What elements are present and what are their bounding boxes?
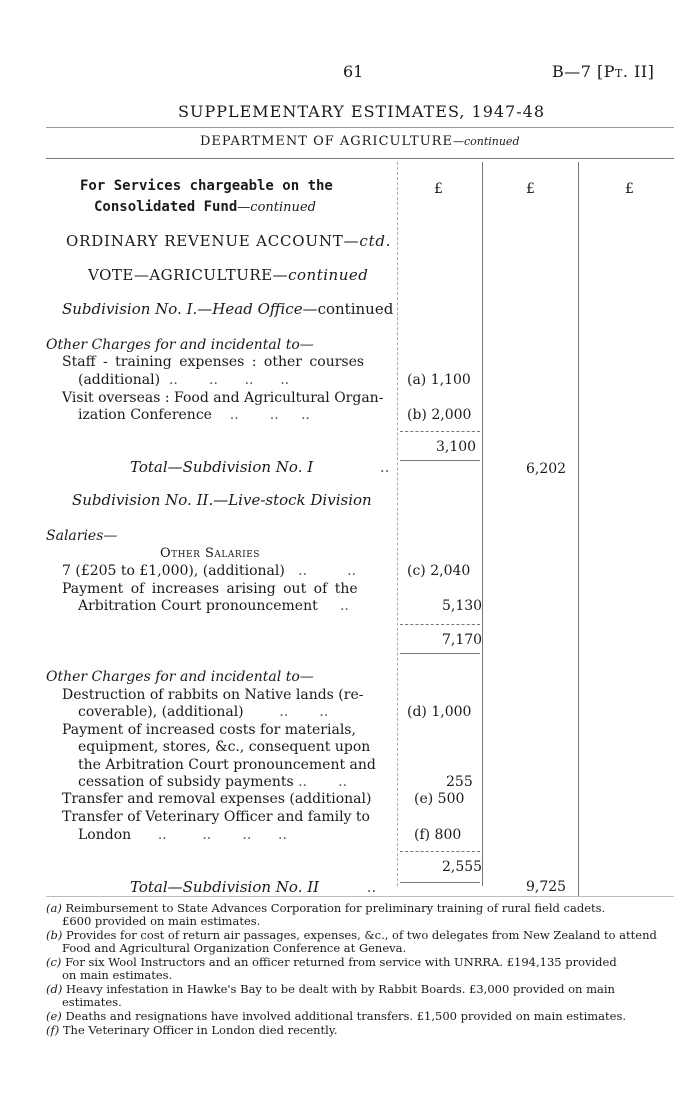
sub2-charge2-line2: equipment, stores, &c., consequent upon — [78, 739, 371, 755]
account-heading — [66, 232, 391, 250]
department-heading — [200, 134, 519, 149]
sub2-charge1-label: coverable), (additional) — [78, 704, 244, 720]
sub2-charge2-line4: cessation of subsidy payments .. .. — [78, 774, 348, 790]
sub2-total-text: Total—Subdivision No. II — [130, 878, 320, 896]
subdivision-1-number: Subdivision No. I. — [62, 300, 198, 318]
services-heading-line1: For Services chargeable on the — [80, 178, 333, 194]
sub2-charge4-line1: Transfer of Veterinary Officer and family to — [62, 809, 370, 825]
column-header-1: £ — [434, 181, 443, 197]
sub1-subtotal: 3,100 — [436, 439, 477, 455]
footnote-e-text: Deaths and resignations have involved additional transfers. £1,500 provided on main estimates. — [65, 1009, 627, 1023]
account-continued: —ctd. — [343, 232, 392, 250]
services-heading-line2 — [94, 196, 316, 215]
sub2-salaries-heading: Salaries— — [46, 528, 118, 544]
page-title: SUPPLEMENTARY ESTIMATES, 1947-48 — [178, 102, 545, 121]
services-continued: —continued — [237, 200, 316, 215]
sub2-salary2-amount: 5,130 — [442, 598, 483, 614]
sub2-salary1-amount: (c) 2,040 — [407, 563, 471, 579]
column-rule-3 — [578, 162, 579, 896]
sub1-total-text: Total—Subdivision No. I — [130, 458, 314, 476]
column-header-3: £ — [625, 181, 634, 197]
header-rule — [46, 127, 674, 128]
sub2-salary-subtotal-rule — [400, 624, 480, 625]
footnote-d — [46, 983, 676, 1009]
sub2-total: 9,725 — [526, 879, 567, 895]
footnote-b-cont: Food and Agricultural Organization Conference at Geneva. — [62, 941, 407, 955]
sub2-charges-subtotal-underline — [400, 882, 480, 883]
subdivision-2-heading: Subdivision No. II.—Live-stock Division — [72, 491, 372, 509]
subdivision-1-heading — [62, 300, 393, 318]
sub2-charge2-label: cessation of subsidy payments — [78, 774, 294, 790]
sub1-item1-amount: (a) 1,100 — [407, 372, 471, 388]
footnote-c-text: For six Wool Instructors and an officer returned from service with UNRRA. £194,135 provided — [65, 955, 617, 969]
sub2-charges-total: 2,555 — [442, 859, 483, 875]
account-name: ORDINARY REVENUE ACCOUNT — [66, 232, 344, 250]
sub1-item1-line2: (additional) .. .. .. .. — [78, 372, 290, 388]
sub1-item1-label: (additional) — [78, 372, 161, 388]
table-bottom-rule — [46, 896, 674, 897]
column-rule-2 — [482, 162, 483, 886]
sub2-other-charges: Other Charges for and incidental to— — [46, 669, 314, 685]
subdivision-1-name: —Head Office — [197, 300, 303, 318]
sub1-item2-amount: (b) 2,000 — [407, 407, 472, 423]
footnote-a-mark: (a) — [46, 901, 62, 915]
sub1-item1-line1: Staff - training expenses : other courses — [62, 354, 365, 370]
sub2-charge4-amount: (f) 800 — [414, 827, 462, 843]
sub2-charges-subtotal-rule — [400, 851, 480, 852]
vote-heading — [88, 266, 368, 284]
footnote-a-cont: £600 provided on main estimates. — [62, 914, 261, 928]
sub2-charge3: Transfer and removal expenses (additional) — [62, 791, 372, 807]
page-number: 61 — [343, 62, 364, 81]
sub2-charge1-line2: coverable), (additional) .. .. — [78, 704, 329, 720]
footnote-e — [46, 1010, 676, 1023]
footnote-f — [46, 1024, 676, 1037]
sub2-salary-subtotal-underline — [400, 653, 480, 654]
footnote-d-cont: estimates. — [62, 995, 122, 1009]
footnote-c-mark: (c) — [46, 955, 62, 969]
footnote-c — [46, 956, 676, 982]
sub2-salary1: 7 (£205 to £1,000), (additional) .. .. — [62, 563, 356, 579]
sub1-item2-label: ization Conference — [78, 407, 212, 423]
footnote-f-mark: (f) — [46, 1023, 60, 1037]
sub2-charge3-amount: (e) 500 — [414, 791, 465, 807]
sub2-salary-total: 7,170 — [442, 632, 483, 648]
services-fund: Consolidated Fund — [94, 199, 238, 215]
sub1-total: 6,202 — [526, 461, 567, 477]
department-continued: —continued — [452, 135, 520, 148]
sub2-charge2-line3: the Arbitration Court pronouncement and — [78, 757, 376, 773]
footnote-a-text: Reimbursement to State Advances Corporation for preliminary training of rural field cadets. — [65, 901, 606, 915]
footnote-e-mark: (e) — [46, 1009, 62, 1023]
column-header-2: £ — [526, 181, 535, 197]
sub2-charge2-amount: 255 — [446, 774, 473, 790]
sub1-other-charges: Other Charges for and incidental to— — [46, 337, 314, 353]
sub2-charge1-amount: (d) 1,000 — [407, 704, 472, 720]
sub2-total-label: Total—Subdivision No. II .. — [130, 878, 377, 896]
sub2-other-salaries: Other Salaries — [160, 546, 260, 561]
document-reference: B—7 [Pt. II] — [552, 62, 655, 81]
sub2-charge2-line1: Payment of increased costs for materials, — [62, 722, 356, 738]
sub2-charge4-label: London — [78, 827, 132, 843]
vote-continued: —continued — [272, 266, 369, 284]
sub1-item2-line1: Visit overseas : Food and Agricultural Organ- — [62, 390, 384, 406]
sub1-subtotal-underline — [400, 460, 480, 461]
department-name: DEPARTMENT OF AGRICULTURE — [200, 134, 453, 149]
sub1-item2-line2: ization Conference .. .. .. — [78, 407, 310, 423]
sub2-salary2-line2: Arbitration Court pronouncement .. — [78, 598, 349, 614]
footnote-b-text: Provides for cost of return air passages, expenses, &c., of two delegates from New Zealand to attend — [66, 928, 657, 942]
vote-name: VOTE—AGRICULTURE — [88, 266, 273, 284]
subdivision-1-continued: —continued — [302, 300, 394, 318]
table-top-rule — [46, 158, 674, 159]
sub2-salary2-label: Arbitration Court pronouncement — [78, 598, 318, 614]
footnote-b — [46, 929, 676, 955]
footnote-d-mark: (d) — [46, 982, 63, 996]
footnote-d-text: Heavy infestation in Hawke's Bay to be dealt with by Rabbit Boards. £3,000 provided on main — [66, 982, 615, 996]
sub1-total-label: Total—Subdivision No. I .. — [130, 458, 390, 476]
sub2-charge1-line1: Destruction of rabbits on Native lands (re- — [62, 687, 364, 703]
sub2-salary2-line1: Payment of increases arising out of the — [62, 581, 358, 597]
footnote-b-mark: (b) — [46, 928, 63, 942]
sub2-charge4-line2: London .. .. .. .. — [78, 827, 287, 843]
column-rule-1 — [397, 162, 398, 886]
sub1-subtotal-rule — [400, 431, 480, 432]
sub2-salary1-label: 7 (£205 to £1,000), (additional) — [62, 563, 285, 579]
footnote-c-cont: on main estimates. — [62, 968, 173, 982]
footnote-a — [46, 902, 676, 928]
footnote-f-text: The Veterinary Officer in London died recently. — [62, 1023, 338, 1037]
